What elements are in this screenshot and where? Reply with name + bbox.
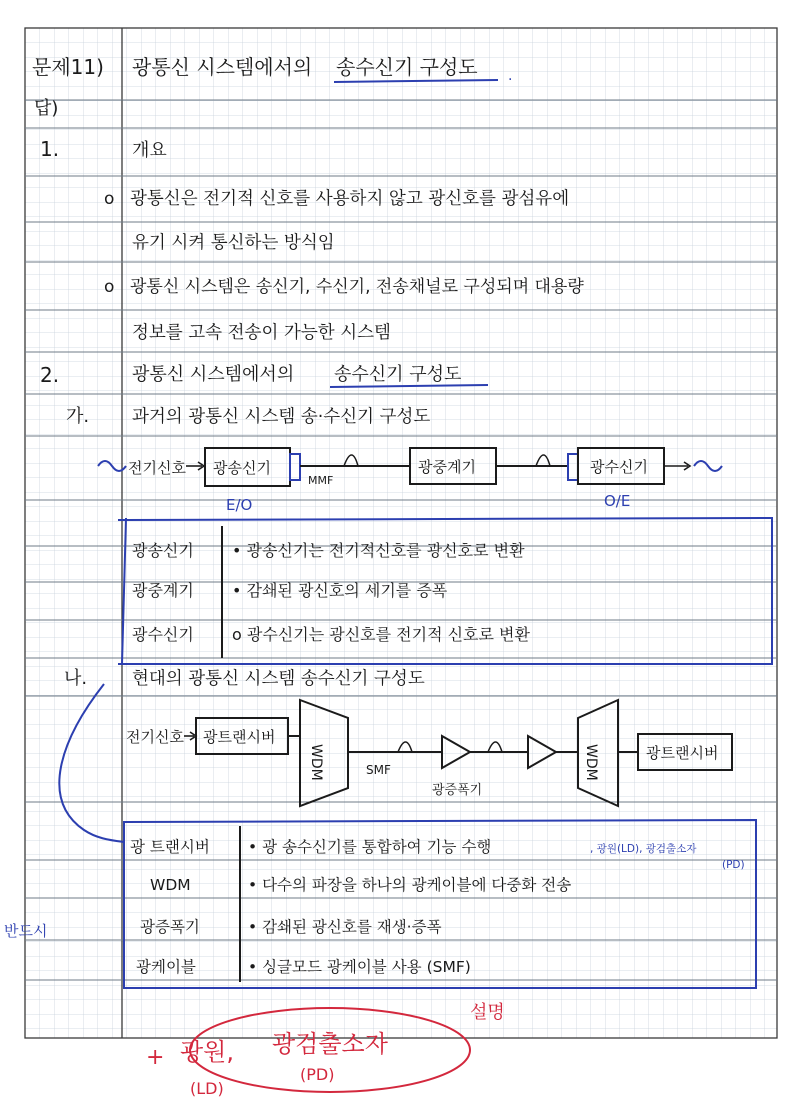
table-desc: • 광송신기는 전기적신호를 광신호로 변환 <box>232 541 525 560</box>
section2-heading-underlined: 송수신기 구성도 <box>334 364 462 385</box>
table-desc: • 광 송수신기를 통합하여 기능 수행 <box>248 838 492 856</box>
question-title-underlined: 송수신기 구성도 <box>336 55 478 79</box>
svg-text:.: . <box>508 68 513 84</box>
wdm-label: WDM <box>308 744 324 781</box>
table-term: 광수신기 <box>132 625 194 644</box>
transceiver-label: 광트랜시버 <box>203 728 276 746</box>
table-term: 광중계기 <box>132 581 194 600</box>
table-desc: • 감쇄된 광신호의 세기를 증폭 <box>232 581 448 600</box>
table-term: 광 트랜시버 <box>130 838 210 856</box>
receiver-label: 광수신기 <box>590 458 648 476</box>
section1-number: 1. <box>40 137 60 161</box>
section2-heading: 광통신 시스템에서의 <box>132 364 295 385</box>
bullet-mark: o <box>104 277 115 297</box>
repeater-label: 광중계기 <box>418 458 476 476</box>
margin-note: 반드시 <box>4 922 48 940</box>
fiber-label: SMF <box>366 763 391 777</box>
svg-text:(PD): (PD) <box>300 1065 335 1084</box>
overview-line: 광통신은 전기적 신호를 사용하지 않고 광신호를 광섬유에 <box>130 189 570 209</box>
svg-text:(LD): (LD) <box>190 1079 224 1098</box>
table-term: WDM <box>150 876 191 894</box>
question-title: 광통신 시스템에서의 <box>132 55 313 79</box>
diagram-input-label: 전기신호 <box>128 459 186 477</box>
subsection-title: 과거의 광통신 시스템 송·수신기 구성도 <box>132 407 431 427</box>
diagram-input-label: 전기신호 <box>126 728 184 746</box>
eo-label: E/O <box>226 496 253 514</box>
section2-number: 2. <box>40 363 60 387</box>
oe-label: O/E <box>604 492 631 510</box>
subsection-label: 가. <box>66 406 90 427</box>
svg-text:광검출소자: 광검출소자 <box>272 1030 388 1058</box>
table-term: 광증폭기 <box>140 918 200 936</box>
table-blue-note: , 광원(LD), 광검출소자 <box>590 843 697 855</box>
section1-heading: 개요 <box>132 140 167 161</box>
svg-text:설명: 설명 <box>470 1002 505 1023</box>
subsection-title: 현대의 광통신 시스템 송수신기 구성도 <box>132 669 425 689</box>
overview-line: 광통신 시스템은 송신기, 수신기, 전송채널로 구성되며 대용량 <box>130 277 584 297</box>
answer-mark: 답) <box>34 98 59 119</box>
table-blue-note: (PD) <box>722 859 745 871</box>
svg-text:광원,: 광원, <box>180 1038 234 1066</box>
question-number: 문제11) <box>32 55 104 79</box>
subsection-label: 나. <box>64 668 88 689</box>
svg-text:+: + <box>146 1045 165 1070</box>
wdm-label: WDM <box>583 744 599 781</box>
table-term: 광케이블 <box>136 958 196 976</box>
overview-line: 정보를 고속 전송이 가능한 시스템 <box>132 323 391 343</box>
amplifier-label: 광증폭기 <box>432 783 483 798</box>
overview-line: 유기 시켜 통신하는 방식임 <box>132 233 335 253</box>
transceiver-label: 광트랜시버 <box>646 744 719 762</box>
fiber-label: MMF <box>308 474 334 487</box>
table-desc: • 다수의 파장을 하나의 광케이블에 다중화 전송 <box>248 876 572 894</box>
table-desc: o 광수신기는 광신호를 전기적 신호로 변환 <box>232 625 530 644</box>
table-desc: • 감쇄된 광신호를 재생·증폭 <box>248 918 442 936</box>
bullet-mark: o <box>104 189 115 209</box>
table-desc: • 싱글모드 광케이블 사용 (SMF) <box>248 958 471 976</box>
table-term: 광송신기 <box>132 541 194 560</box>
transmitter-label: 광송신기 <box>213 459 271 477</box>
